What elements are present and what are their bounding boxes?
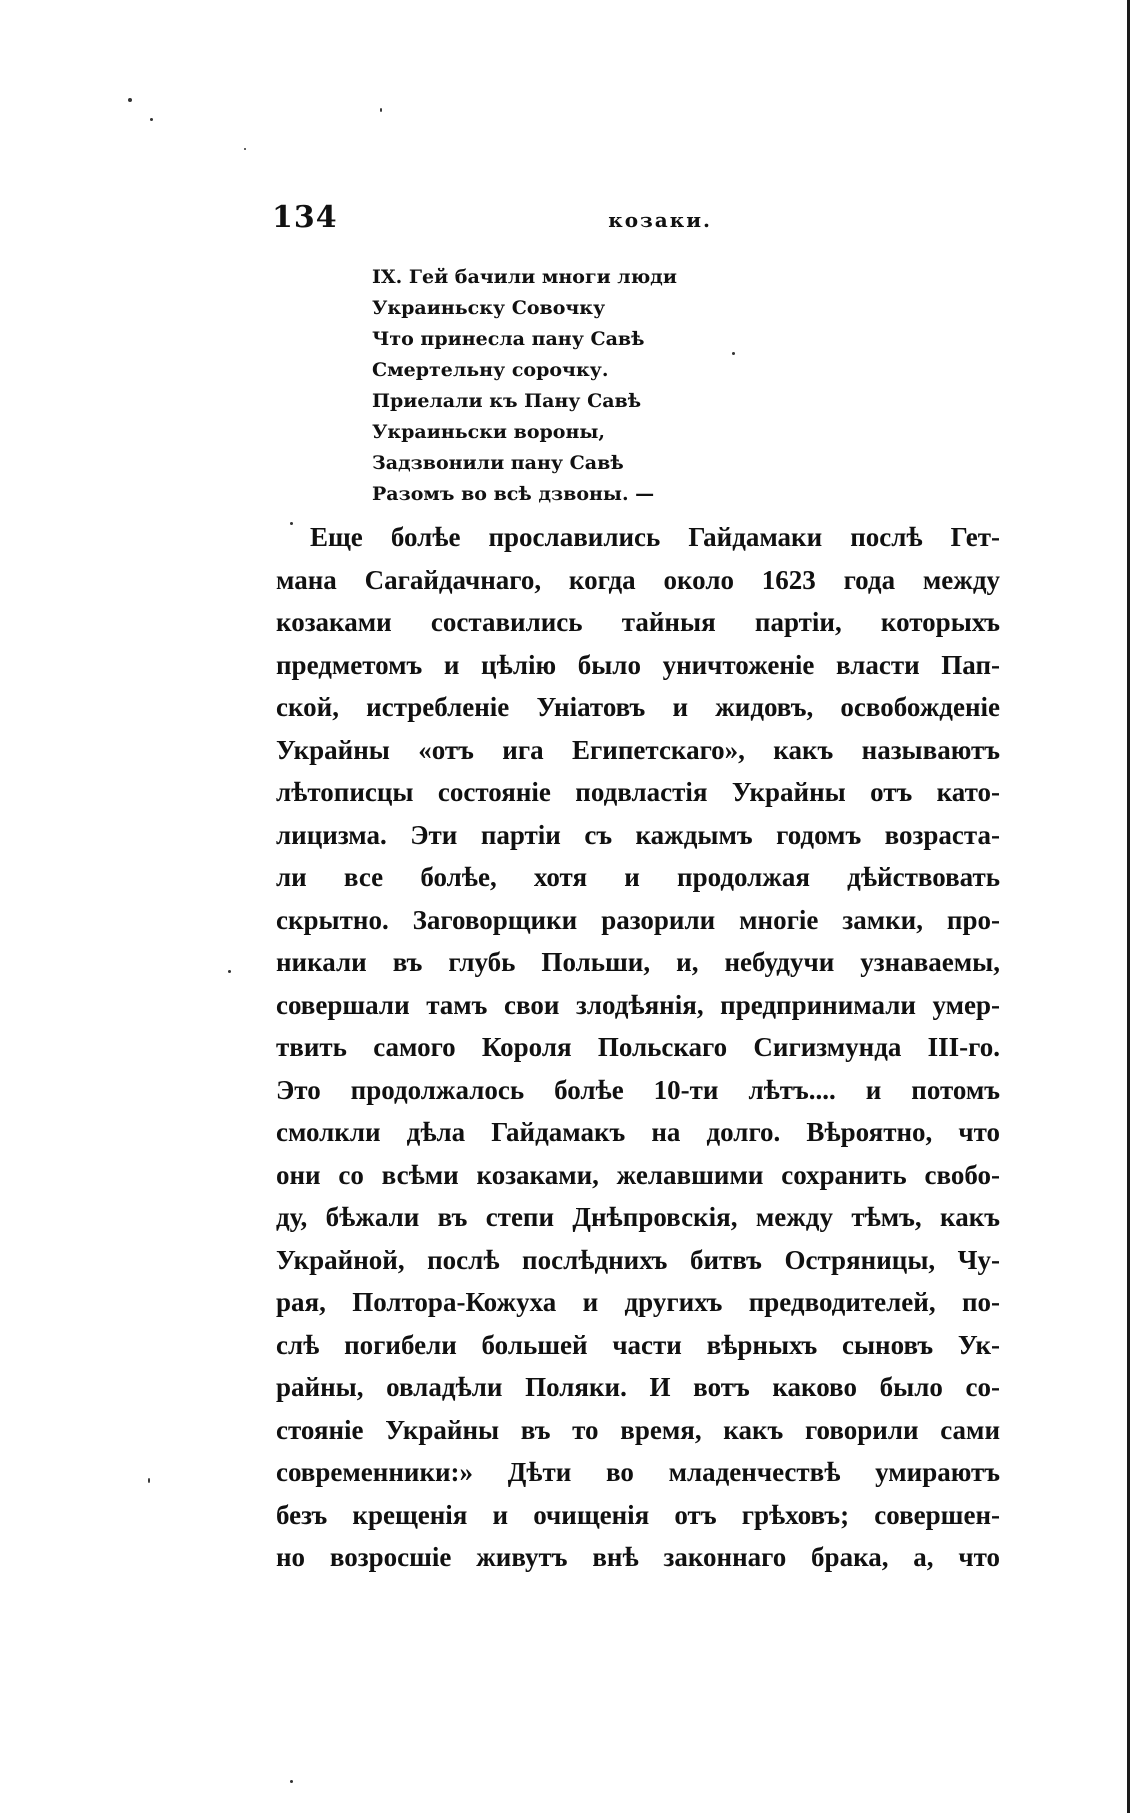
text-line: Украйной, послѣ послѣднихъ битвъ Остряницы, Чу- <box>276 1244 1000 1275</box>
verse-block <box>372 262 792 510</box>
text-line: рая, Полтора-Кожуха и другихъ предводителей, по- <box>276 1287 1000 1317</box>
text-line: Украйны «отъ ига Египетскаго», какъ называютъ <box>276 734 1000 765</box>
verse-line: Смертельну сорочку. <box>372 359 609 381</box>
text-line: слѣ погибели большей части вѣрныхъ сыновъ Ук- <box>276 1329 1000 1360</box>
text-line: козаками составились тайныя партіи, которыхъ <box>276 607 1000 637</box>
text-line: смолкли дѣла Гайдамакъ на долго. Вѣроятно, что <box>276 1117 1000 1147</box>
dust-speck <box>228 970 231 973</box>
text-line: безъ крещенія и очищенія отъ грѣховъ; совершен- <box>276 1499 1000 1530</box>
text-line: скрытно. Заговорщики разорили многіе замки, про- <box>276 904 1000 935</box>
text-line: но возросшіе живутъ внѣ законнаго брака, а, что <box>276 1542 1000 1572</box>
verse-line: Украиньску Совочку <box>372 297 606 319</box>
text-line: совершали тамъ свои злодѣянія, предпринимали умер- <box>276 989 1000 1020</box>
text-line: мана Сагайдачнаго, когда около 1623 года между <box>276 564 1000 595</box>
text-line: никали въ глубь Польши, и, небудучи узнаваемы, <box>276 947 1000 977</box>
page-header <box>272 200 712 240</box>
text-line: лицизма. Эти партіи съ каждымъ годомъ возраста- <box>276 819 1000 850</box>
body-paragraph <box>276 516 1000 1579</box>
dust-speck <box>148 1478 150 1483</box>
text-line: современники:» Дѣти во младенчествѣ умираютъ <box>276 1457 1000 1487</box>
text-line: ской, истребленіе Уніатовъ и жидовъ, освобожденіе <box>276 692 1000 722</box>
text-line: они со всѣми козаками, желавшими сохранить свобо- <box>276 1159 1000 1190</box>
running-title: козаки. <box>608 208 712 232</box>
dust-speck <box>244 148 246 150</box>
verse-line: Украиньски вороны, <box>372 421 606 443</box>
verse-line: Приелали къ Пану Савѣ <box>372 390 642 412</box>
text-line: лѣтописцы состояніе подвластія Украйны отъ като- <box>276 777 1000 807</box>
verse-line: Задзвонили пану Савѣ <box>372 452 624 474</box>
text-line: ли все болѣе, хотя и продолжая дѣйствовать <box>276 862 1000 892</box>
dust-speck <box>290 1780 293 1783</box>
text-line: райны, овладѣли Поляки. И вотъ каково было со- <box>276 1372 1000 1402</box>
scan-edge-line <box>1127 0 1130 1813</box>
text-line: предметомъ и цѣлію было уничтоженіе власти Пап- <box>276 649 1000 680</box>
page-number: 134 <box>272 200 338 235</box>
dust-speck <box>150 118 153 121</box>
scan-margin <box>1130 0 1140 1813</box>
dust-speck <box>128 98 132 102</box>
verse-line: IX. Гей бачили многи люди <box>372 266 677 288</box>
verse-line: Разомъ во всѣ дзвоны. — <box>372 483 655 505</box>
text-line: Еще болѣе прославились Гайдамаки послѣ Гет- <box>310 522 1000 552</box>
text-line: ду, бѣжали въ степи Днѣпровскія, между тѣмъ, какъ <box>276 1202 1000 1232</box>
dust-speck <box>380 108 382 112</box>
text-line: твить самого Короля Польскаго Сигизмунда III-го. <box>276 1032 1000 1062</box>
text-line: Это продолжалось болѣе 10-ти лѣтъ.... и потомъ <box>276 1074 1000 1105</box>
text-line: стояніе Украйны въ то время, какъ говорили сами <box>276 1414 1000 1445</box>
verse-line: Что принесла пану Савѣ <box>372 328 645 350</box>
